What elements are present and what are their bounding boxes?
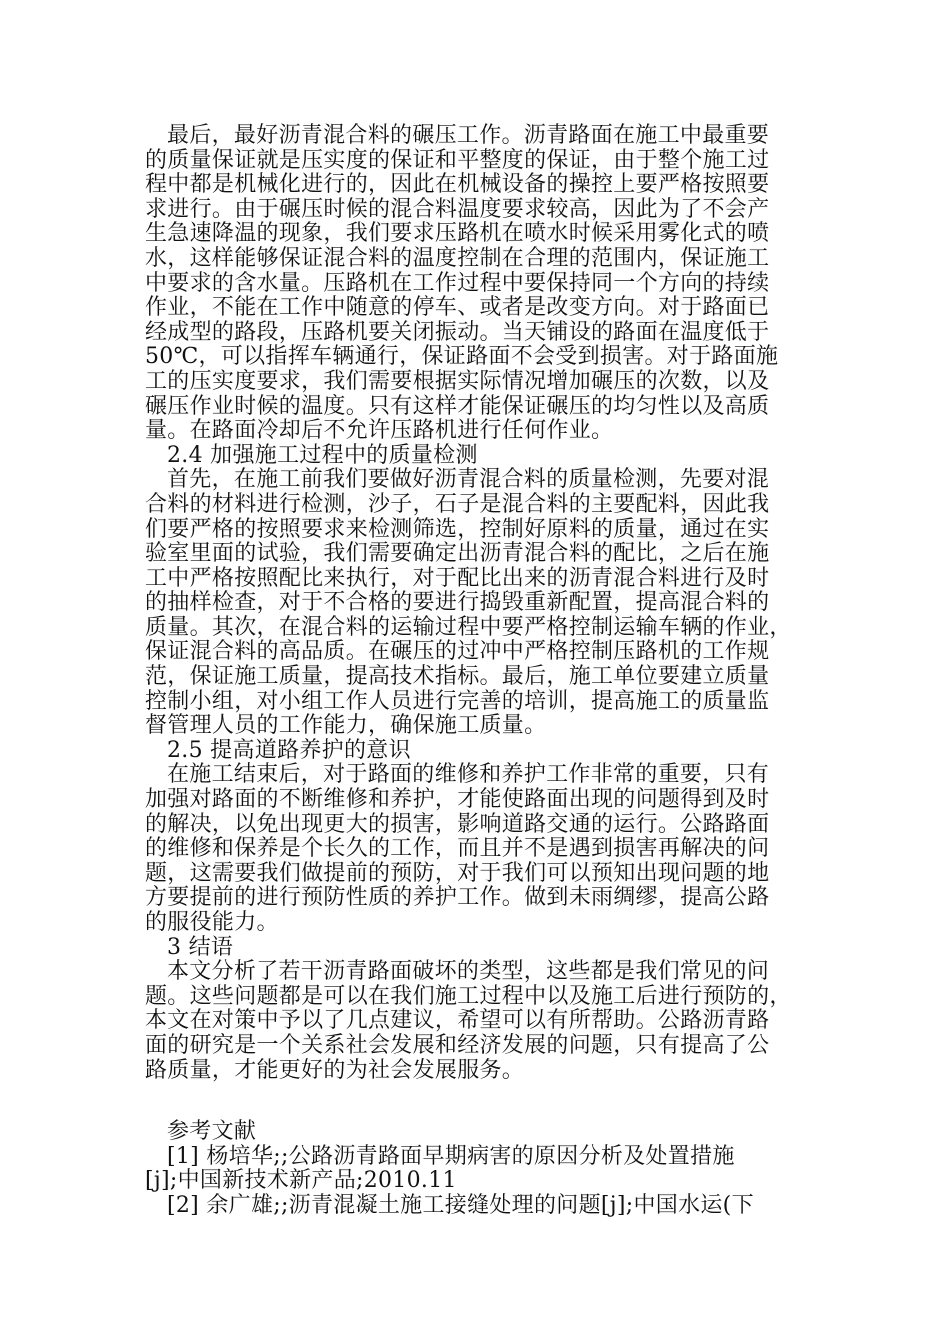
- text-line: 作业，不能在工作中随意的停车、或者是改变方向。对于路面已: [145, 295, 770, 321]
- text-line: 验室里面的试验，我们需要确定出沥青混合料的配比，之后在施: [145, 541, 770, 567]
- text-line: 合料的材料进行检测，沙子，石子是混合料的主要配料，因此我: [145, 491, 770, 517]
- reference-item: [1] 杨培华;;公路沥青路面早期病害的原因分析及处置措施: [167, 1143, 735, 1169]
- text-line: 本文在对策中予以了几点建议，希望可以有所帮助。公路沥青路: [145, 1008, 770, 1034]
- text-line: 加强对路面的不断维修和养护，才能使路面出现的问题得到及时: [145, 787, 770, 813]
- text-line: 求进行。由于碾压时候的混合料温度要求较高，因此为了不会产: [145, 196, 770, 222]
- section-heading-2-5: 2.5 提高道路养护的意识: [167, 737, 411, 763]
- text-line: 的服役能力。: [145, 910, 279, 935]
- text-line: 的解决，以免出现更大的损害，影响道路交通的运行。公路路面: [145, 811, 770, 837]
- text-line: 方要提前的进行预防性质的养护工作。做到未雨绸缪，提高公路: [145, 885, 770, 911]
- references-title: 参考文献: [167, 1119, 257, 1144]
- text-line: 控制小组，对小组工作人员进行完善的培训，提高施工的质量监: [145, 688, 770, 714]
- text-line: 本文分析了若干沥青路面破坏的类型，这些都是我们常见的问: [167, 959, 770, 985]
- text-line: 的质量保证就是压实度的保证和平整度的保证，由于整个施工过: [145, 147, 770, 173]
- section-heading-2-4: 2.4 加强施工过程中的质量检测: [167, 442, 478, 468]
- text-line: 题，这需要我们做提前的预防，对于我们可以预知出现问题的地: [145, 860, 770, 886]
- text-line: 生急速降温的现象，我们要求压路机在喷水时候采用雾化式的喷: [145, 221, 770, 247]
- references-section: [145, 1120, 785, 1218]
- text-line: 首先，在施工前我们要做好沥青混合料的质量检测，先要对混: [167, 467, 770, 493]
- text-line: 中要求的含水量。压路机在工作过程中要保持同一个方向的持续: [145, 270, 770, 296]
- text-line: 题。这些问题都是可以在我们施工过程中以及施工后进行预防的，: [145, 983, 792, 1009]
- text-line: 保证混合料的高品质。在碾压的过冲中严格控制压路机的工作规: [145, 639, 770, 665]
- text-line: 50℃，可以指挥车辆通行，保证路面不会受到损害。对于路面施: [145, 344, 779, 370]
- text-line: 水，这样能够保证混合料的温度控制在合理的范围内，保证施工: [145, 245, 770, 271]
- text-line: 质量。其次，在混合料的运输过程中要严格控制运输车辆的作业，: [145, 614, 792, 640]
- reference-item-continued: [j];中国新技术新产品;2010.11: [145, 1168, 457, 1194]
- text-line: 路质量，才能更好的为社会发展服务。: [145, 1057, 525, 1083]
- text-line: 在施工结束后，对于路面的维修和养护工作非常的重要，只有: [167, 762, 770, 788]
- paragraph-compaction: [145, 123, 792, 1083]
- text-line: 工的压实度要求，我们需要根据实际情况增加碾压的次数，以及: [145, 368, 770, 394]
- text-line: 最后，最好沥青混合料的碾压工作。沥青路面在施工中最重要: [167, 123, 770, 148]
- text-line: 的抽样检查，对于不合格的要进行捣毁重新配置，提高混合料的: [145, 590, 770, 616]
- text-line: 量。在路面冷却后不允许压路机进行任何作业。: [145, 418, 614, 444]
- text-line: 程中都是机械化进行的，因此在机械设备的操控上要严格按照要: [145, 172, 770, 198]
- section-heading-3: 3 结语: [167, 934, 234, 960]
- text-line: 们要严格的按照要求来检测筛选，控制好原料的质量，通过在实: [145, 516, 770, 542]
- text-line: 面的研究是一个关系社会发展和经济发展的问题，只有提高了公: [145, 1032, 770, 1058]
- text-line: 工中严格按照配比来执行，对于配比出来的沥青混合料进行及时: [145, 565, 770, 591]
- text-line: 经成型的路段，压路机要关闭振动。当天铺设的路面在温度低于: [145, 319, 770, 345]
- reference-item: [2] 余广雄;;沥青混凝土施工接缝处理的问题[j];中国水运(下: [167, 1192, 754, 1218]
- text-line: 碾压作业时候的温度。只有这样才能保证碾压的均匀性以及高质: [145, 393, 770, 419]
- text-line: 督管理人员的工作能力，确保施工质量。: [145, 713, 547, 739]
- text-line: 的维修和保养是个长久的工作，而且并不是遇到损害再解决的问: [145, 836, 770, 862]
- text-line: 范，保证施工质量，提高技术指标。最后，施工单位要建立质量: [145, 664, 770, 690]
